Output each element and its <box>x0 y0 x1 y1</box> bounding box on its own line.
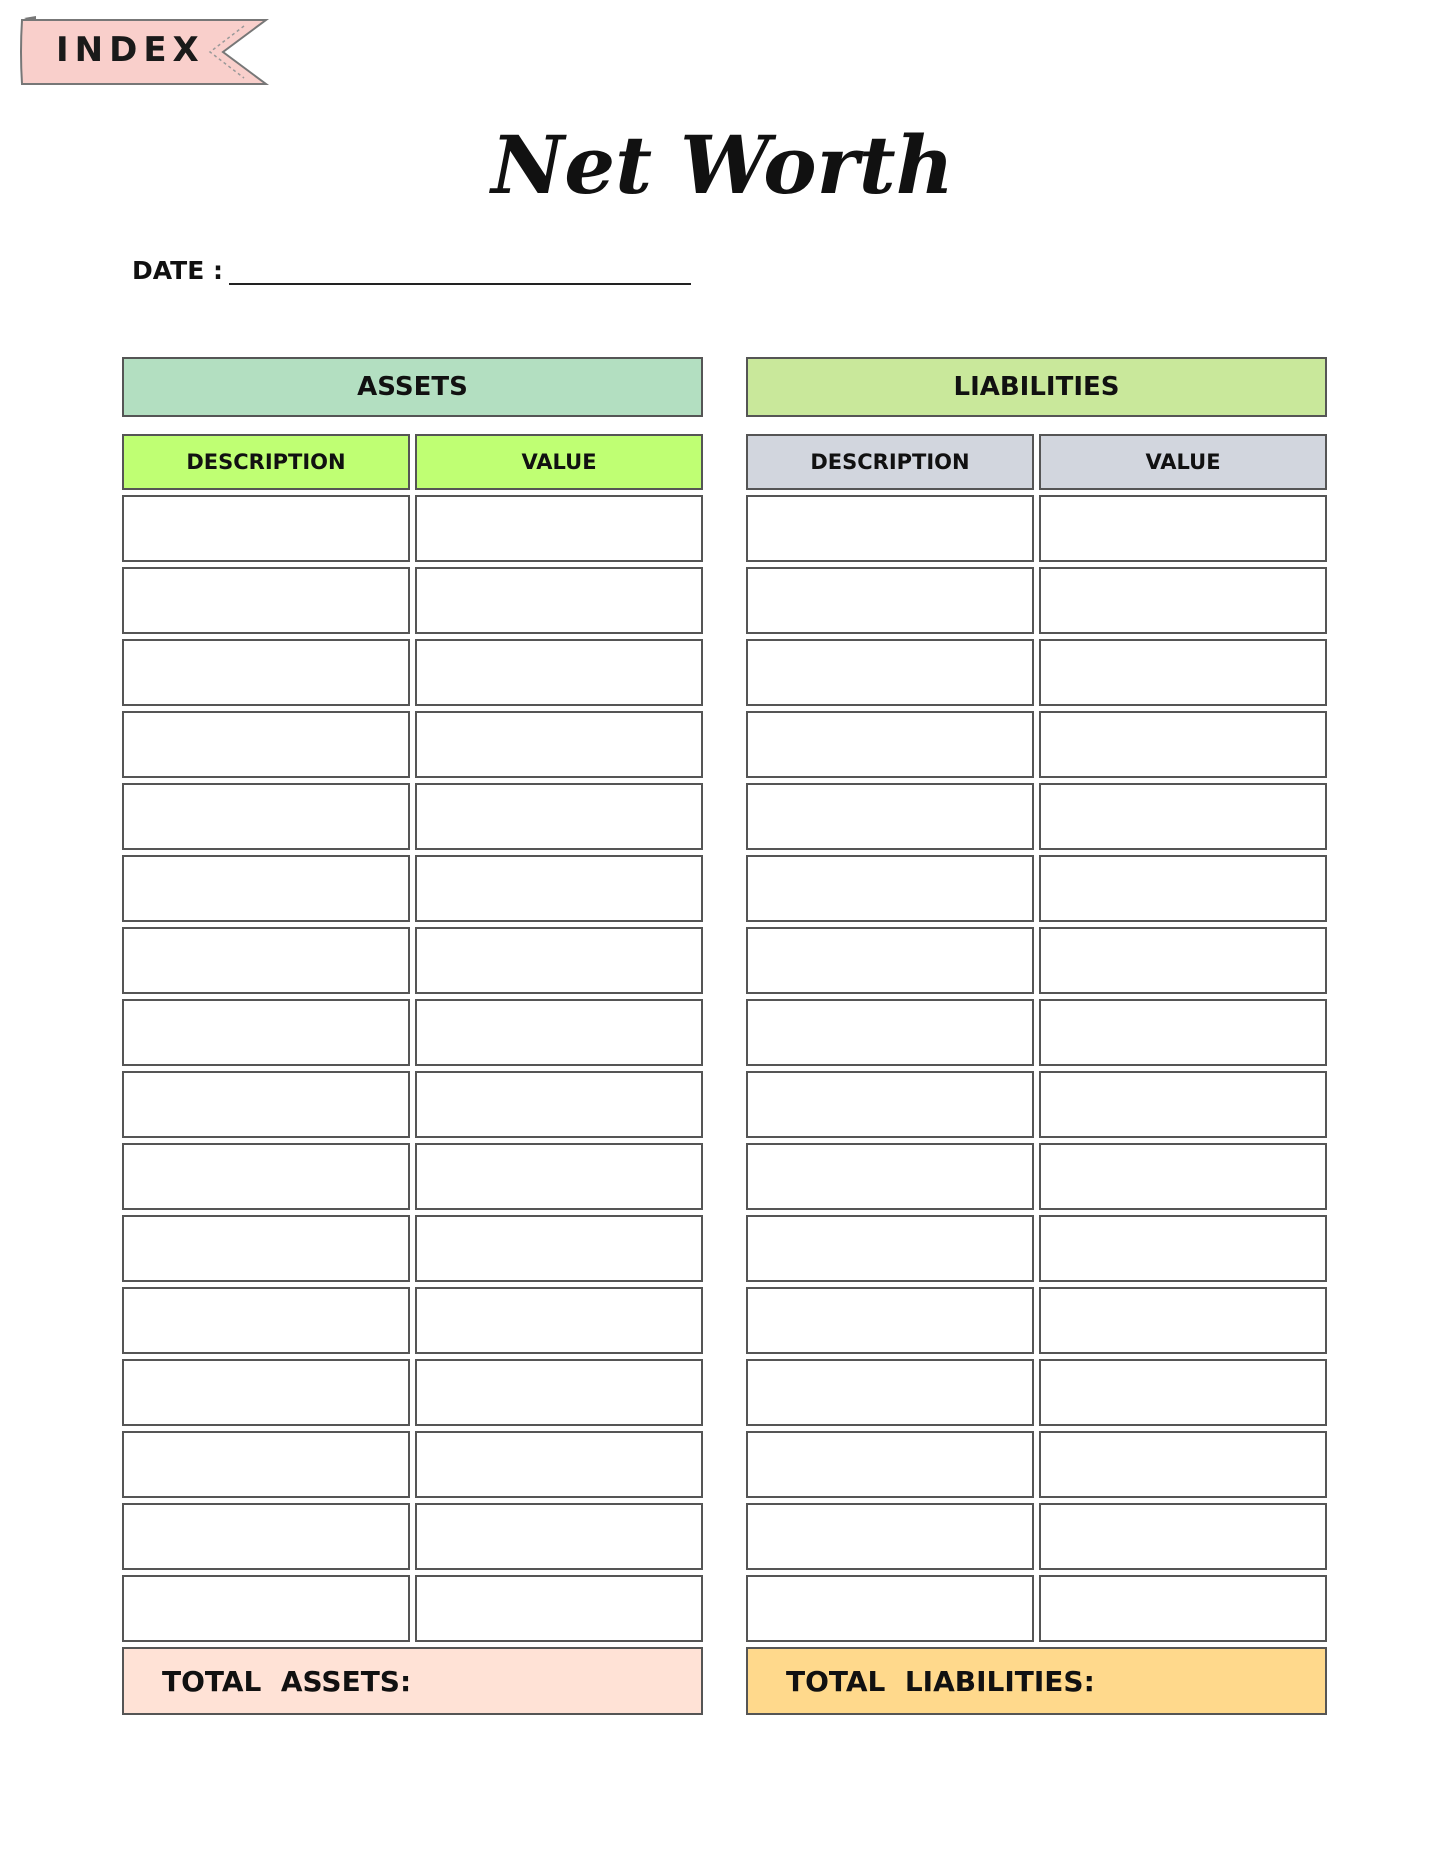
table-row <box>122 1503 703 1570</box>
liabilities-value-cell[interactable] <box>1039 1143 1327 1210</box>
table-row <box>746 999 1327 1066</box>
assets-description-cell[interactable] <box>122 1575 410 1642</box>
assets-rows <box>122 495 703 1642</box>
assets-description-cell[interactable] <box>122 711 410 778</box>
liabilities-rows <box>746 495 1327 1642</box>
assets-description-cell[interactable] <box>122 1143 410 1210</box>
table-row <box>122 927 703 994</box>
assets-description-cell[interactable] <box>122 1215 410 1282</box>
table-row <box>122 711 703 778</box>
table-row <box>746 1287 1327 1354</box>
liabilities-value-cell[interactable] <box>1039 999 1327 1066</box>
liabilities-description-cell[interactable] <box>746 1431 1034 1498</box>
table-row <box>122 783 703 850</box>
liabilities-value-cell[interactable] <box>1039 1431 1327 1498</box>
liabilities-description-cell[interactable] <box>746 783 1034 850</box>
liabilities-value-cell[interactable] <box>1039 855 1327 922</box>
table-row <box>122 639 703 706</box>
liabilities-description-cell[interactable] <box>746 1575 1034 1642</box>
table-row <box>122 495 703 562</box>
liabilities-value-cell[interactable] <box>1039 567 1327 634</box>
table-row <box>122 567 703 634</box>
table-row <box>746 711 1327 778</box>
liabilities-value-cell[interactable] <box>1039 1359 1327 1426</box>
assets-description-cell[interactable] <box>122 1503 410 1570</box>
assets-description-cell[interactable] <box>122 639 410 706</box>
assets-value-cell[interactable] <box>415 927 703 994</box>
assets-value-cell[interactable] <box>415 1143 703 1210</box>
table-row <box>746 1143 1327 1210</box>
total-assets: TOTAL ASSETS: <box>122 1647 703 1715</box>
assets-value-cell[interactable] <box>415 495 703 562</box>
table-row <box>746 1503 1327 1570</box>
assets-description-cell[interactable] <box>122 495 410 562</box>
table-row <box>122 1575 703 1642</box>
table-row <box>122 1215 703 1282</box>
date-label: DATE : <box>132 256 223 285</box>
assets-value-header: VALUE <box>415 434 703 490</box>
assets-description-cell[interactable] <box>122 567 410 634</box>
assets-value-cell[interactable] <box>415 1431 703 1498</box>
table-row <box>746 783 1327 850</box>
assets-value-cell[interactable] <box>415 1071 703 1138</box>
assets-value-cell[interactable] <box>415 1503 703 1570</box>
assets-value-cell[interactable] <box>415 783 703 850</box>
assets-column-headers <box>122 434 703 490</box>
liabilities-value-cell[interactable] <box>1039 1575 1327 1642</box>
liabilities-description-cell[interactable] <box>746 639 1034 706</box>
table-row <box>746 1359 1327 1426</box>
liabilities-description-cell[interactable] <box>746 495 1034 562</box>
liabilities-description-cell[interactable] <box>746 1287 1034 1354</box>
liabilities-description-cell[interactable] <box>746 1359 1034 1426</box>
liabilities-description-cell[interactable] <box>746 999 1034 1066</box>
assets-description-cell[interactable] <box>122 927 410 994</box>
liabilities-value-cell[interactable] <box>1039 927 1327 994</box>
liabilities-value-cell[interactable] <box>1039 495 1327 562</box>
liabilities-value-cell[interactable] <box>1039 1071 1327 1138</box>
liabilities-value-cell[interactable] <box>1039 639 1327 706</box>
liabilities-value-cell[interactable] <box>1039 783 1327 850</box>
liabilities-description-cell[interactable] <box>746 567 1034 634</box>
table-row <box>746 927 1327 994</box>
assets-value-cell[interactable] <box>415 1287 703 1354</box>
assets-description-cell[interactable] <box>122 1287 410 1354</box>
table-row <box>122 855 703 922</box>
assets-description-cell[interactable] <box>122 783 410 850</box>
table-row <box>746 1215 1327 1282</box>
assets-description-cell[interactable] <box>122 1431 410 1498</box>
liabilities-description-cell[interactable] <box>746 1503 1034 1570</box>
liabilities-description-cell[interactable] <box>746 711 1034 778</box>
page-title: Net Worth <box>491 118 954 212</box>
assets-description-header: DESCRIPTION <box>122 434 410 490</box>
table-row <box>746 495 1327 562</box>
table-row <box>122 1287 703 1354</box>
assets-value-cell[interactable] <box>415 1575 703 1642</box>
table-row <box>122 1143 703 1210</box>
liabilities-value-cell[interactable] <box>1039 711 1327 778</box>
total-liabilities: TOTAL LIABILITIES: <box>746 1647 1327 1715</box>
assets-value-cell[interactable] <box>415 855 703 922</box>
liabilities-description-header: DESCRIPTION <box>746 434 1034 490</box>
liabilities-description-cell[interactable] <box>746 1143 1034 1210</box>
assets-description-cell[interactable] <box>122 1071 410 1138</box>
assets-value-cell[interactable] <box>415 567 703 634</box>
table-row <box>746 855 1327 922</box>
table-row <box>746 1071 1327 1138</box>
liabilities-value-cell[interactable] <box>1039 1215 1327 1282</box>
liabilities-description-cell[interactable] <box>746 927 1034 994</box>
assets-value-cell[interactable] <box>415 1359 703 1426</box>
assets-value-cell[interactable] <box>415 1215 703 1282</box>
liabilities-description-cell[interactable] <box>746 1071 1034 1138</box>
assets-value-cell[interactable] <box>415 639 703 706</box>
liabilities-column-headers <box>746 434 1327 490</box>
table-row <box>122 1071 703 1138</box>
liabilities-description-cell[interactable] <box>746 855 1034 922</box>
assets-heading: ASSETS <box>122 357 703 417</box>
table-row <box>122 999 703 1066</box>
assets-description-cell[interactable] <box>122 855 410 922</box>
assets-panel <box>122 357 703 1715</box>
table-row <box>746 567 1327 634</box>
assets-description-cell[interactable] <box>122 999 410 1066</box>
liabilities-value-cell[interactable] <box>1039 1503 1327 1570</box>
table-row <box>122 1359 703 1426</box>
liabilities-value-header: VALUE <box>1039 434 1327 490</box>
index-tab[interactable] <box>18 14 270 86</box>
table-row <box>746 639 1327 706</box>
table-row <box>746 1431 1327 1498</box>
liabilities-value-cell[interactable] <box>1039 1287 1327 1354</box>
table-row <box>746 1575 1327 1642</box>
table-row <box>122 1431 703 1498</box>
assets-value-cell[interactable] <box>415 711 703 778</box>
date-row <box>132 256 691 285</box>
index-label: INDEX <box>56 30 205 70</box>
liabilities-heading: LIABILITIES <box>746 357 1327 417</box>
assets-value-cell[interactable] <box>415 999 703 1066</box>
assets-description-cell[interactable] <box>122 1359 410 1426</box>
liabilities-description-cell[interactable] <box>746 1215 1034 1282</box>
liabilities-panel <box>746 357 1327 1715</box>
date-field[interactable] <box>229 259 691 285</box>
